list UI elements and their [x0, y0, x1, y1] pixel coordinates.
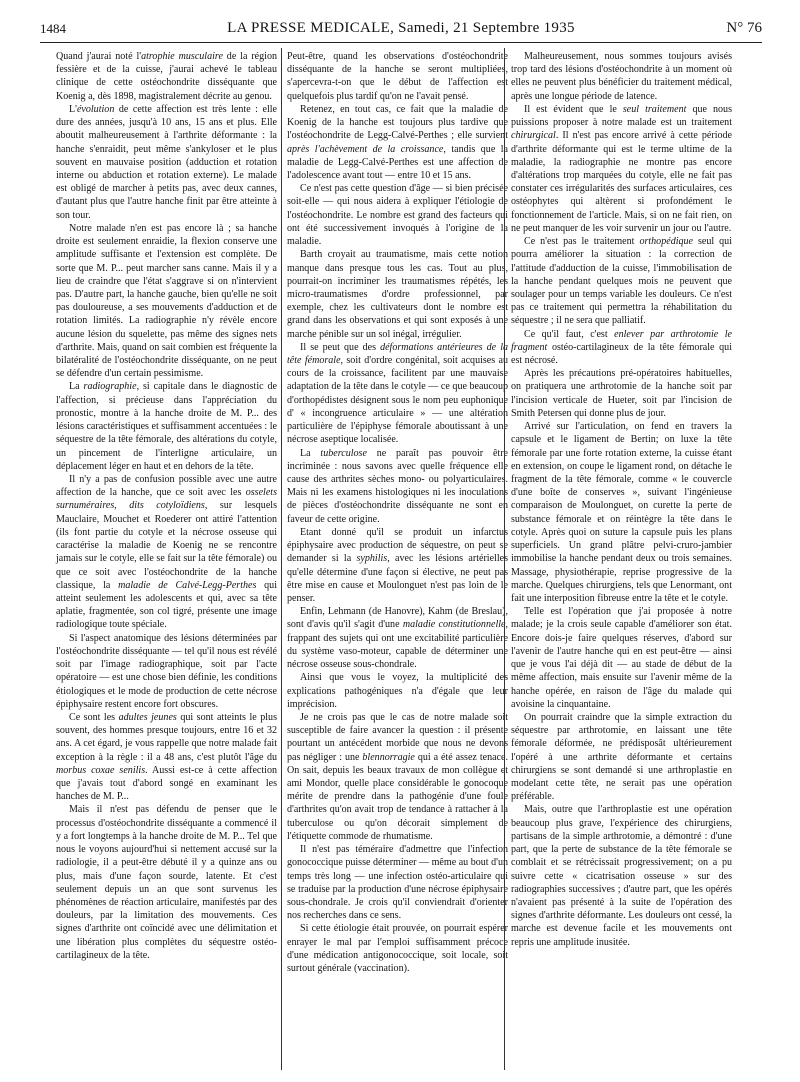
paragraph: La tuberculose ne paraît pas pouvoir être incriminée : nous savons avec quelle fréquence elle cause des arthrites sèches mono- ou polyarticulaires. Mais ni les examens histologiques ni les inoculations de pièces d'ostéochondrite disséquante ne sont en faveur de cette origine.	[287, 447, 508, 525]
paragraph: Mais, outre que l'arthroplastie est une opération beaucoup plus grave, l'expérience des chirurgiens, partisans de la simple arthrotomie, a démontré : d'une part, que la perte de substance de la tête fémorale se comblait et se rétrécissait progressivement; on a pu suivre cette « cicatrisation osseuse » sur des radiographies successives ; d'autre part, que les opérés n'avaient pas présenté à la suite de l'opération des signes d'arthrite déformante. Les douleurs ont cessé, la marche est devenue facile et les mouvements ont repris une amplitude inusitée.	[511, 804, 732, 948]
paragraph: Enfin, Lehmann (de Hanovre), Kahm (de Breslau), sont d'avis qu'il s'agit d'une maladie constitutionnelle, frappant des sujets qui ont une excitabilité particulière du système vaso-moteur, capable de déterminer une nécrose osseuse sous-chondrale.	[287, 606, 508, 671]
page-number: 1484	[40, 21, 66, 36]
column-divider-2	[504, 48, 505, 1070]
paragraph: Peut-être, quand les observations d'ostéochondrite disséquante de la hanche se seront multipliées, s'apercevra-t-on que le début de l'affection est quelquefois plus tardif qu'on ne l'avait pensé.	[287, 51, 508, 102]
paragraph: Ce n'est pas le traitement orthopédique seul qui pourra améliorer la situation : la correction de l'attitude d'adduction de la cuisse, l'immobilisation de la hanche pendant quelques mois ne peuvent que soulager pour un temps variable les douleurs. Ce n'est pas ce traitement qui permettra la réhabilitation du séquestre ; il ne sera que palliatif.	[511, 236, 732, 327]
paragraph: Notre malade n'en est pas encore là ; sa hanche droite est seulement enraidie, la flexion conserve une amplitude suffisante et l'extension est complète. De sorte que M. P... peut marcher sans canne. Mais il y a lieu de craindre que l'état s'aggrave si on n'intervient pas. D'autre part, la hanche gauche, bien qu'elle ne soit pas douloureuse, a ses mouvements d'adduction et de rotation limités. La radiographie n'y révèle encore aucune lésion du squelette, pas même des signes nets d'arthrite. Mais, quand on sait combien est fréquente la bilatéralité de l'ostéochondrite disséquante, on ne peut se défendre d'un certain pessimisme.	[56, 222, 277, 380]
paragraph: La radiographie, si capitale dans le diagnostic de l'affection, si précieuse dans l'appréciation du pronostic, montre à la hanche droite de M. P... des lésions caractéristiques et suffisamment accentuées : le séquestre de la tête fémorale, des altérations du cotyle, un pincement de l'interligne articulaire, un déplacement léger en haut et en dehors de la tête.	[56, 381, 278, 472]
header-rule	[40, 42, 762, 43]
paragraph: On pourrait craindre que la simple extraction du séquestre par arthrotomie, en laissant une tête fémorale déformée, ne prédisposât ultérieurement l'opéré à une arthrite déformante et certains chirurgiens se sont demandé si une arthroplastie en modelant cette tête, ne serait pas une opération préférable.	[511, 711, 732, 803]
paragraph: Il n'est pas téméraire d'admettre que l'infection gonococcique puisse déterminer — même au bout d'un temps très long — une infection ostéo-articulaire qui se traduise par la production d'une nécrose épiphysaire sous-chondrale. Je crois qu'il conviendrait d'orienter nos recherches dans ce sens.	[287, 844, 508, 922]
journal-title: LA PRESSE MEDICALE, Samedi, 21 Septembre 1935	[227, 20, 575, 36]
text-column-1	[56, 50, 277, 962]
paragraph: Ce qu'il faut, c'est enlever par arthrotomie le fragment ostéo-cartilagineux de la tête fémorale qui est nécrosé.	[511, 328, 732, 367]
paragraph: Etant donné qu'il se produit un infarctus épiphysaire avec production de séquestre, on peut se demander si la syphilis, avec les lésions artérielles qu'elle détermine d'une façon si élective, ne peut pas être mise en cause et Moulonguet n'est pas loin de le penser.	[287, 526, 508, 604]
paragraph: Ce n'est pas cette question d'âge — si bien précisée soit-elle — qui nous aidera à expliquer l'étiologie de l'ostéochondrite. Le nombre est grand des facteurs qui ont été successivement invoqués à l'origine de la maladie.	[287, 183, 508, 248]
paragraph: Barth croyait au traumatisme, mais cette notion manque dans presque tous les cas. Tout au plus, pourrait-on incriminer les traumatismes répétés, les micro-traumatismes d'ordre professionnel, par exemple, chez les cultivateurs dont le nombre est grand dans les observations et qui sont exposés à une marche pénible sur un sol inégal, irrégulier.	[287, 249, 508, 340]
paragraph: Il se peut que des déformations antérieures de la tête fémorale, soit d'ordre congénital, soit acquises au cours de la croissance, facilitent par une mauvaise adaptation de la tête dans le cotyle — ce que beaucoup d'orthopédistes désignent sous le nom peu euphonique d' « incongruence articulaire » — une altération particulière de l'épiphyse fémorale aboutissant à une nécrose aseptique localisée.	[287, 341, 509, 446]
paragraph: Quand j'aurai noté l'atrophie musculaire de la région fessière et de la cuisse, j'aurai achevé le tableau clinique de cette ostéochondrite disséquante que Koenig a, dès 1898, magistralement décrite au genou.	[56, 51, 277, 102]
page-header	[40, 20, 762, 42]
paragraph: Je ne crois pas que le cas de notre malade soit susceptible de faire avancer la question : il présente pourtant un antécédent morbide que nous ne devons pas négliger : une blennorragie qui a été assez tenace. On sait, depuis les beaux travaux de mon collègue et ami Mondor, quelle place considérable le gonocoque mérite de prendre dans la pathogénie d'une foule d'arthrites qu'on avait trop de tendance à rattacher à la tuberculose ou qu'on décorait simplement de l'étiquette commode de rhumatisme.	[287, 711, 508, 842]
issue-number: N° 76	[726, 20, 762, 36]
paragraph: L'évolution de cette affection est très lente : elle dure des années, jusqu'à 10 ans, 15 ans et plus. Elle aboutit malheureusement à l'arthrite déformante : la hanche s'enraidit, peut même s'ankyloser et le plus souvent en mauvaise position (adduction et rotation interne ou abduction et rotation externe). Le malade est obligé de marcher à petits pas, avec deux cannes, d'autant plus que l'autre hanche finit par être atteinte à son tour.	[56, 103, 277, 221]
paragraph: Il est évident que le seul traitement que nous puissions proposer à notre malade est un traitement chirurgical. Il n'est pas encore arrivé à cette période d'arthrite déformante qui est le terme ultime de la maladie, la radiographie ne montre pas encore d'altérations trop marquées du cotyle, elle ne fait pas constater ces irrégularités des surfaces articulaires, ces ostéophytes qui altèrent si profondément le fonctionnement de l'article. Mais, si on ne fait rien, on ne peut manquer de les voir survenir un jour ou l'autre.	[511, 103, 732, 234]
paragraph: Retenez, en tout cas, ce fait que la maladie de Koenig de la hanche est toujours plus tardive que l'ostéochondrite de Legg-Calvé-Perthes ; elle survient après l'achèvement de la croissance, tandis que la maladie de Legg-Calvé-Perthes est une affection de l'adolescence avant tout — entre 10 et 15 ans.	[287, 103, 508, 181]
paragraph: Après les précautions pré-opératoires habituelles, on pratiquera une arthrotomie de la hanche soit par l'incision verticale de Hueter, soit par l'incision de Smith Petersen qui donne plus de jour.	[511, 368, 732, 419]
paragraph: Mais il n'est pas défendu de penser que le processus d'ostéochondrite disséquante a commencé il y a fort longtemps à la hanche droite de M. P... Tel que nous le voyons aujourd'hui si nettement accusé sur la radiologie, il a peut-être débuté il y a quinze ans ou plus, mais d'une façon sourde, latente. Et c'est seulement depuis un an que sont survenus les phénomènes de réaction articulaire, manifestés par des douleurs, par la limitation des mouvements. Ces signes d'arthrite ont coïncidé avec une délimitation et une libération plus complètes du séquestre ostéo-cartilagineux de la tête.	[56, 804, 277, 961]
paragraph: Ce sont les adultes jeunes qui sont atteints le plus souvent, des hommes presque toujours, entre 16 et 32 ans. A cet égard, je vous rappelle que notre malade fait exception à la règle : il a 48 ans, c'est plutôt l'âge du morbus coxae senilis. Aussi est-ce à cette affection que j'avais tout d'abord songé en examinant les hanches de M. P...	[56, 711, 277, 803]
column-divider-1	[281, 48, 282, 1070]
paragraph: Ainsi que vous le voyez, la multiplicité des explications pathogéniques n'a d'égale que leur imprécision.	[287, 672, 508, 710]
paragraph: Malheureusement, nous sommes toujours avisés trop tard des lésions d'ostéochondrite à un moment où elles ne peuvent plus bénéficier du traitement médical, après une longue période de latence.	[511, 51, 732, 102]
paragraph: Telle est l'opération que j'ai proposée à notre malade; je la crois seule capable d'améliorer son état. Encore dois-je faire quelques réserves, d'abord sur l'avenir de l'autre hanche qui en est peut-être — ainsi que je vous l'ai déjà dit — au stade de début de la même affection, mais ensuite sur l'avenir même de la hanche opérée, en raison de l'âge du malade qui avoisine la cinquantaine.	[511, 606, 732, 710]
text-column-2	[287, 50, 508, 975]
paragraph: Arrivé sur l'articulation, on fend en travers la capsule et le ligament de Bertin; on luxe la tête fémorale par une forte rotation externe, la cuisse étant en extension, on coupe le ligament rond, on détache le fragment de la tête fémorale, comme « le couvercle d'une boîte de conserves », suivant l'ingénieuse comparaison de Moulonguet, on curette la perte de substance fémorale et on réintègre la tête dans le cotyle. Après quoi on suture la capsule puis les plans superficiels. Un grand plâtre pelvi-cruro-jambier immobilise la hanche pendant deux ou trois semaines. Massage, physiothérapie, reprise progressive de la marche. Quelques chirurgiens, tels que Lenormant, ont fait une interposition fibreuse entre la tête et le cotyle.	[511, 421, 732, 604]
paragraph: Si l'aspect anatomique des lésions déterminées par l'ostéochondrite disséquante — tel qu'il nous est révélé soit par l'image radiographique, soit par l'acte opératoire — est une chose bien définie, les conditions étiologiques et le mode de production de cette nécrose épiphysaire restent encore fort obscures.	[56, 632, 277, 710]
paragraph: Si cette étiologie était prouvée, on pourrait espérer enrayer le mal par l'emploi suffisamment précoce d'une médication antigonococcique, soit locale, soit surtout générale (vaccination).	[287, 923, 508, 975]
paragraph: Il n'y a pas de confusion possible avec une autre affection de la hanche, que ce soit avec les osselets surnuméraires, dits cotyloïdiens, sur lesquels Mauclaire, Mouchet et Roederer ont attiré l'attention (ils font partie du cotyle et la nécrose osseuse qui caractérise la maladie de Koenig ne se rencontre jamais sur le cotyle, elle se fait sur la tête fémorale) ou que ce soit avec l'ostéochondrite de la hanche classique, la maladie de Calvé-Legg-Perthes qui atteint seulement les adolescents et qui, avec sa tête aplatie, fragmentée, son col tigré, présente une image radiologique toute spéciale.	[56, 474, 277, 631]
text-column-3	[511, 50, 732, 949]
